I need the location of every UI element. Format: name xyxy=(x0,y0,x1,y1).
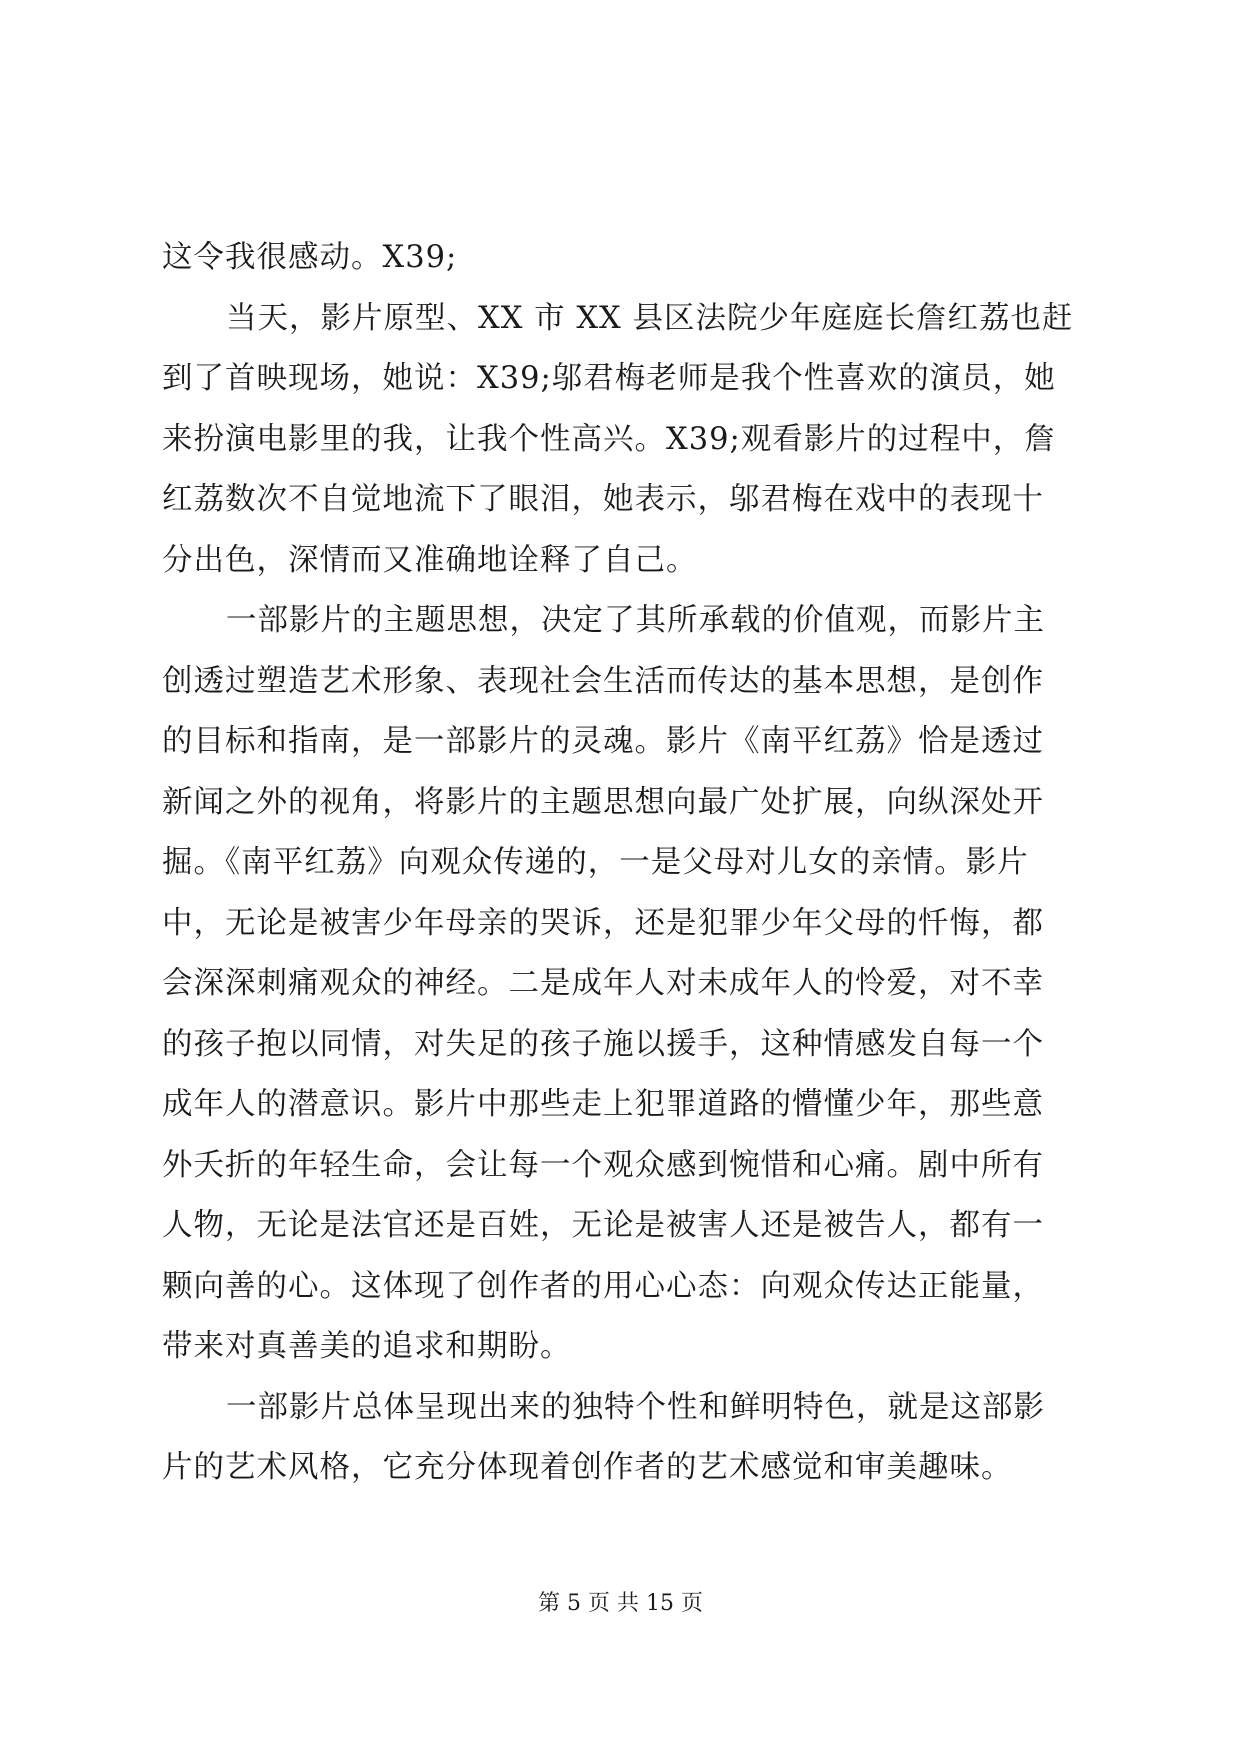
text-line: 人物，无论是法官还是百姓，无论是被害人还是被告人，都有一 xyxy=(162,1208,1044,1243)
text-line: 来扮演电影里的我，让我个性高兴。X39;观看影片的过程中，詹 xyxy=(162,421,1056,457)
text-line: 成年人的潜意识。影片中那些走上犯罪道路的懵懂少年，那些意 xyxy=(162,1087,1044,1122)
text-line: 掘。《南平红荔》向观众传递的，一是父母对儿女的亲情。影片 xyxy=(162,845,1029,880)
text-line: 一部影片总体呈现出来的独特个性和鲜明特色，就是这部影 xyxy=(226,1389,1045,1425)
text-line: 一部影片的主题思想，决定了其所承载的价值观，而影片主 xyxy=(226,603,1045,638)
text-line: 新闻之外的视角，将影片的主题思想向最广处扩展，向纵深处开 xyxy=(162,784,1044,820)
text-line: 外夭折的年轻生命，会让每一个观众感到惋惜和心痛。剧中所有 xyxy=(162,1147,1044,1183)
document-body xyxy=(162,228,1082,1499)
text-line: 颗向善的心。这体现了创作者的用心心态：向观众传达正能量， xyxy=(162,1268,1044,1304)
text-line: 会深深刺痛观众的神经。二是成年人对未成年人的怜爱，对不幸 xyxy=(162,966,1044,1001)
text-line: 的孩子抱以同情，对失足的孩子施以援手，这种情感发自每一个 xyxy=(162,1026,1044,1062)
text-line: 创透过塑造艺术形象、表现社会生活而传达的基本思想，是创作 xyxy=(162,663,1044,699)
text-line: 片的艺术风格，它充分体现着创作者的艺术感觉和审美趣味。 xyxy=(162,1450,1013,1485)
page-number-footer: 第 5 页 共 15 页 xyxy=(538,1591,703,1616)
text-line: 当天，影片原型、XX 市 XX 县区法院少年庭庭长詹红荔也赶 xyxy=(226,300,1074,336)
text-line: 红荔数次不自觉地流下了眼泪，她表示，邬君梅在戏中的表现十 xyxy=(162,482,1044,517)
text-line: 的目标和指南，是一部影片的灵魂。影片《南平红荔》恰是透过 xyxy=(162,724,1044,759)
text-line: 中，无论是被害少年母亲的哭诉，还是犯罪少年父母的忏悔，都 xyxy=(162,905,1044,941)
text-line: 到了首映现场，她说：X39;邬君梅老师是我个性喜欢的演员，她 xyxy=(162,361,1056,396)
text-line: 这令我很感动。X39; xyxy=(162,240,458,275)
text-line: 分出色，深情而又准确地诠释了自己。 xyxy=(162,542,698,578)
text-line: 带来对真善美的追求和期盼。 xyxy=(162,1329,572,1364)
